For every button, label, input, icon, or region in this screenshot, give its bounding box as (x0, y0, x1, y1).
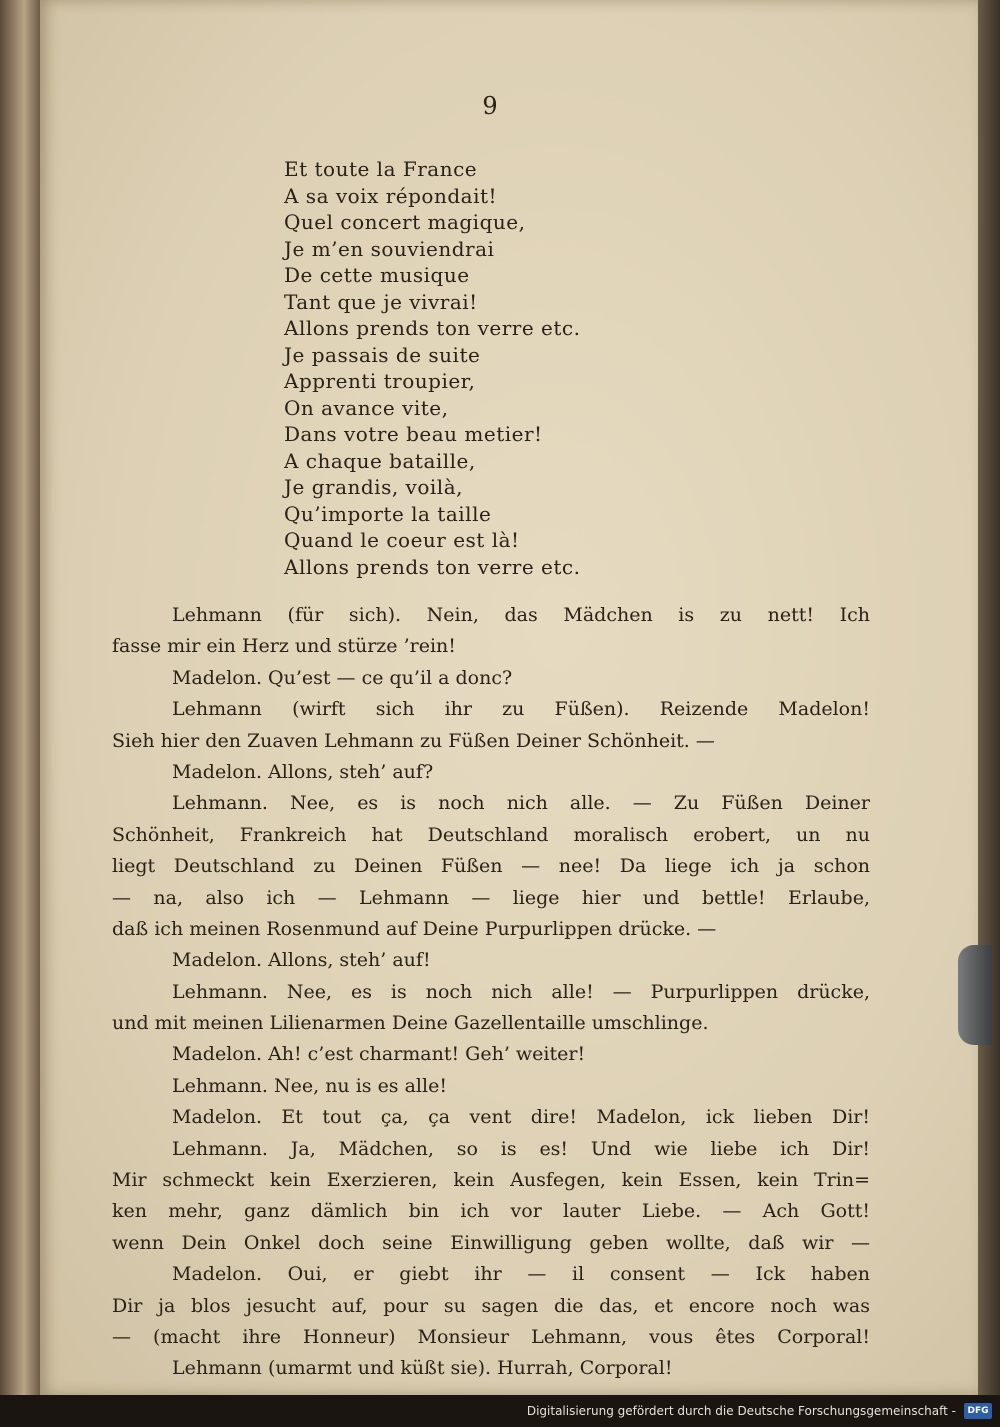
dialogue-line: daß ich meinen Rosenmund auf Deine Purpurlippen drücke. — (112, 917, 717, 940)
dialogue-line: liegt Deutschland zu Deinen Füßen — nee! Da liege ich ja schon (112, 855, 870, 878)
dialogue-line: — (macht ihre Honneur) Monsieur Lehmann, vous êtes Corporal! (112, 1325, 870, 1348)
dialogue-text (112, 600, 870, 1385)
bleed-through-text (90, 185, 106, 239)
dialogue-line: Schönheit, Frankreich hat Deutschland moralisch erobert, un nu (112, 823, 870, 846)
dialogue-line: Madelon. Oui, er giebt ihr — il consent — Ick haben (172, 1263, 870, 1286)
verse-line: Dans votre beau metier! (284, 422, 543, 446)
dialogue-line: Lehmann (umarmt und küßt sie). Hurrah, Corporal! (172, 1357, 673, 1380)
page-edge (978, 0, 1000, 1395)
dialogue-line: Lehmann (für sich). Nein, das Mädchen is zu nett! Ich (172, 604, 870, 626)
verse-line: De cette musique (284, 263, 470, 287)
french-verse (284, 156, 684, 580)
verse-line: Allons prends ton verre etc. (284, 554, 581, 579)
verse-line: Tant que je vivrai! (284, 289, 478, 314)
dialogue-line: Madelon. Allons, steh’ auf? (172, 760, 434, 783)
verse-line: A sa voix répondait! (284, 183, 498, 208)
book-binding (0, 0, 40, 1427)
dfg-logo: DFG (964, 1403, 992, 1419)
dialogue-line: Madelon. Allons, steh’ auf! (172, 949, 431, 972)
dialogue-line: Lehmann (wirft sich ihr zu Füßen). Reizende Madelon! (172, 698, 870, 721)
dialogue-line: Sieh hier den Zuaven Lehmann zu Füßen Deiner Schönheit. — (112, 729, 715, 752)
verse-line: A chaque bataille, (284, 448, 476, 473)
verse-line: Et toute la France (284, 157, 478, 181)
dialogue-line: Madelon. Et tout ça, ça vent dire! Madelon, ick lieben Dir! (172, 1106, 870, 1129)
dialogue-line: Madelon. Ah! c’est charmant! Geh’ weiter! (172, 1043, 586, 1066)
footer-bar (0, 1395, 1000, 1427)
verse-line: Qu’importe la taille (284, 501, 492, 526)
verse-line: Quel concert magique, (284, 210, 526, 234)
verse-line: Allons prends ton verre etc. (284, 316, 581, 340)
dialogue-line: Dir ja blos jesucht auf, pour su sagen die das, et encore noch was (112, 1294, 870, 1317)
dialogue-line: Mir schmeckt kein Exerzieren, kein Ausfegen, kein Essen, kein Trin= (112, 1169, 870, 1192)
dialogue-line: ken mehr, ganz dämlich bin ich vor lauter Liebe. — Ach Gott! (112, 1200, 870, 1223)
verse-line: Apprenti troupier, (284, 369, 476, 393)
footer-credit: Digitalisierung gefördert durch die Deutsche Forschungsgemeinschaft - (526, 1404, 956, 1418)
dialogue-line: und mit meinen Lilienarmen Deine Gazellentaille umschlinge. (112, 1012, 709, 1035)
page-turn-tab[interactable] (958, 945, 992, 1045)
dialogue-line: Madelon. Qu’est — ce qu’il a donc? (172, 666, 513, 689)
verse-line: Quand le coeur est là! (284, 528, 520, 552)
verse-line: Je passais de suite (284, 342, 481, 367)
verse-line: On avance vite, (284, 395, 449, 420)
verse-line: Je grandis, voilà, (284, 475, 463, 499)
page-number: 9 (482, 92, 498, 120)
verse-line: Je m’en souviendrai (284, 236, 495, 261)
dialogue-line: Lehmann. Nee, nu is es alle! (172, 1074, 447, 1097)
dialogue-line: Lehmann. Nee, es is noch nich alle! — Purpurlippen drücke, (172, 980, 870, 1003)
dialogue-line: wenn Dein Onkel doch seine Einwilligung geben wollte, daß wir — (112, 1231, 870, 1254)
dialogue-line: Lehmann. Ja, Mädchen, so is es! Und wie liebe ich Dir! (172, 1137, 870, 1160)
dialogue-line: — na, also ich — Lehmann — liege hier und bettle! Erlaube, (112, 886, 870, 909)
dialogue-line: fasse mir ein Herz und stürze ’rein! (112, 635, 456, 658)
dialogue-line: Lehmann. Nee, es is noch nich alle. — Zu Füßen Deiner (172, 792, 870, 815)
